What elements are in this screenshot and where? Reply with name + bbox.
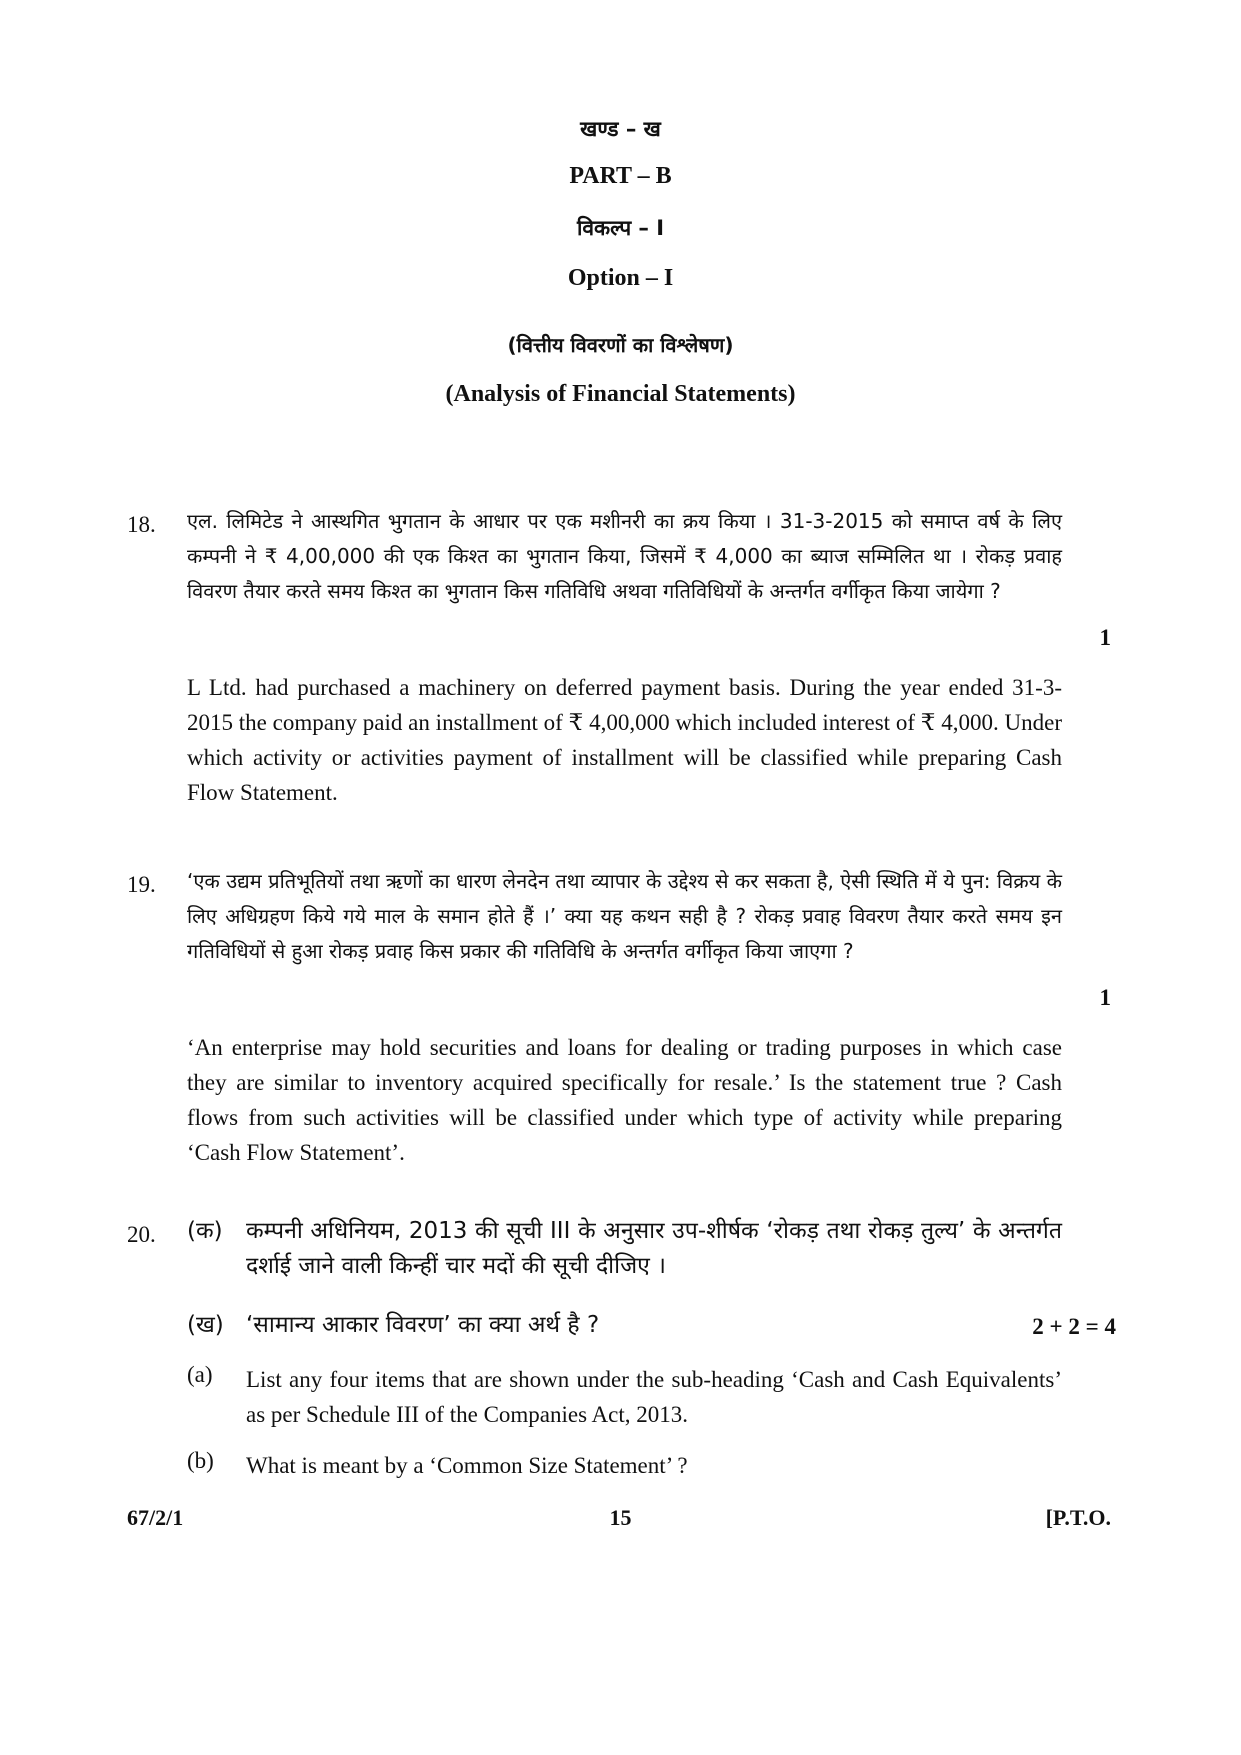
question-20-kha-label: (ख) [187, 1312, 224, 1338]
question-20-b-label: (b) [187, 1448, 214, 1473]
question-18-english: L Ltd. had purchased a machinery on deferred payment basis. During the year ended 31-3-2015 the company paid an installment of ₹ 4,00,000 which included interest of ₹ 4,000. Under which activity or activities payment of installment will be classified while preparing Cash Flow Statement. [187, 675, 1062, 805]
paper-code: 67/2/1 [127, 1505, 184, 1530]
subject-heading-hindi: (वित्तीय विवरणों का विश्लेषण) [507, 333, 734, 357]
question-20-kha-text: ‘सामान्य आकार विवरण’ का क्या अर्थ है ? [246, 1312, 600, 1338]
question-18-hindi: एल. लिमिटेड ने आस्थगित भुगतान के आधार पर एक मशीनरी का क्रय किया । 31-3-2015 को समाप्त वर्ष के लिए कम्पनी ने ₹ 4,00,000 की एक किश्त का भुगतान किया, जिसमें ₹ 4,000 का ब्याज सम्मिलित था । रोकड़ प्रवाह विवरण तैयार करते समय किश्त का भुगतान किस गतिविधि अथवा गतिविधियों के अन्तर्गत वर्गीकृत किया जायेगा ? [187, 509, 1062, 603]
option-heading-hindi: विकल्प – I [576, 216, 665, 240]
question-20-ka-text: कम्पनी अधिनियम, 2013 की सूची III के अनुसार उप-शीर्षक ‘रोकड़ तथा रोकड़ तुल्य’ के अन्तर्गत दर्शाई जाने वाली किन्हीं चार मदों की सूची दीजिए । [246, 1218, 1062, 1279]
question-20-a-label: (a) [187, 1362, 213, 1387]
question-number-18: 18. [127, 512, 156, 537]
part-heading: PART – B [569, 163, 672, 189]
subject-heading: (Analysis of Financial Statements) [445, 381, 796, 407]
pto-label: [P.T.O. [1045, 1505, 1111, 1530]
question-19-english: ‘An enterprise may hold securities and loans for dealing or trading purposes in which case they are similar to inventory acquired specifically for resale.’ Is the statement true ? Cash flows from such activities will be classified under which type of activity while preparing ‘Cash Flow Statement’. [187, 1035, 1062, 1165]
section-heading-hindi: खण्ड – ख [580, 117, 661, 141]
question-19-marks: 1 [1099, 985, 1111, 1010]
question-number-19: 19. [127, 872, 156, 897]
page-number: 15 [609, 1505, 632, 1530]
question-20-ka-label: (क) [187, 1218, 223, 1244]
question-20-b-text: What is meant by a ‘Common Size Statement’ ? [246, 1453, 688, 1478]
question-18-marks: 1 [1099, 625, 1111, 650]
question-20-a-text: List any four items that are shown under the sub-heading ‘Cash and Cash Equivalents’ as per Schedule III of the Companies Act, 2013. [246, 1367, 1062, 1427]
question-number-20: 20. [127, 1222, 156, 1247]
question-20-marks: 2 + 2 = 4 [1032, 1314, 1116, 1339]
option-heading: Option – I [567, 265, 674, 291]
question-19-hindi: ‘एक उद्यम प्रतिभूतियों तथा ऋणों का धारण लेनदेन तथा व्यापार के उद्देश्य से कर सकता है, ऐसी स्थिति में ये पुन: विक्रय के लिए अधिग्रहण किये गये माल के समान होते हैं ।’ क्या यह कथन सही है ? रोकड़ प्रवाह विवरण तैयार करते समय इन गतिविधियों से हुआ रोकड़ प्रवाह किस प्रकार की गतिविधि के अन्तर्गत वर्गीकृत किया जाएगा ? [187, 869, 1062, 963]
